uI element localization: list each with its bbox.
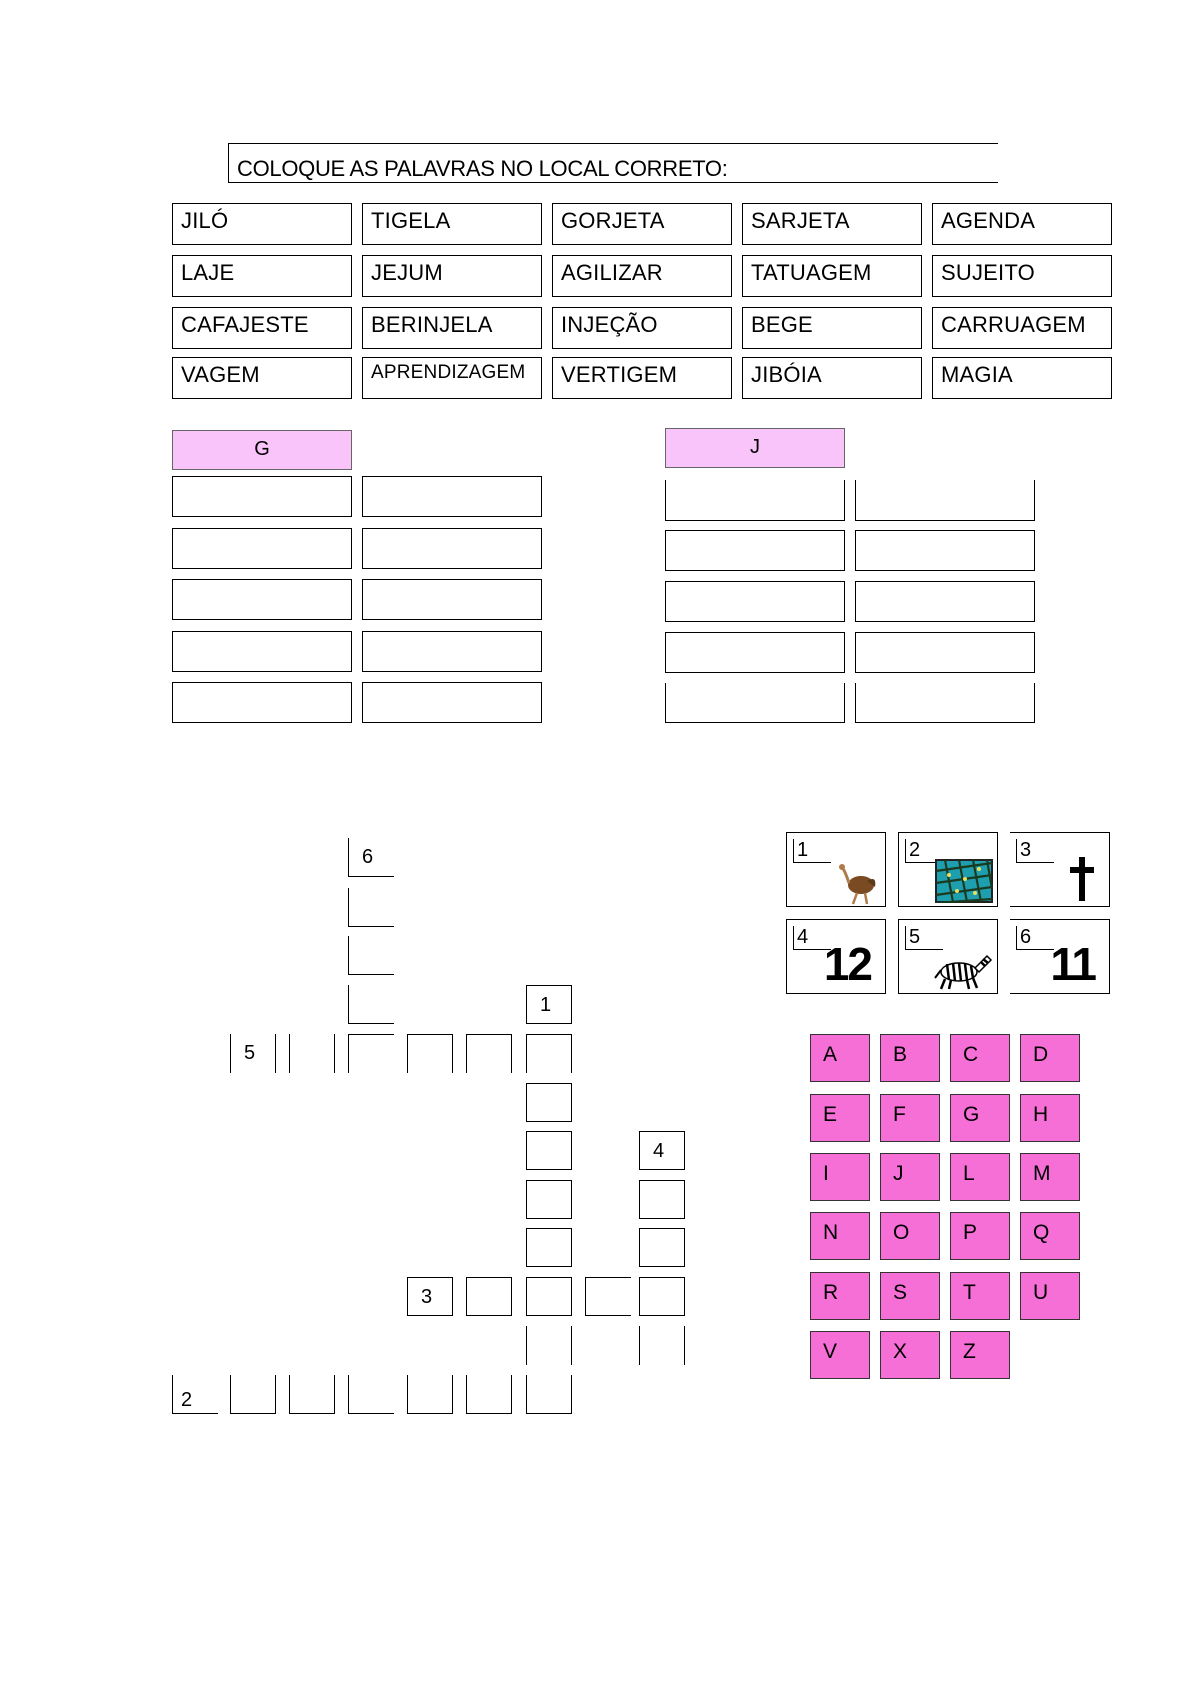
crossword-cell[interactable] xyxy=(526,1131,572,1170)
word-card[interactable]: INJEÇÃO xyxy=(552,307,732,349)
answer-slot[interactable] xyxy=(855,683,1035,723)
answer-slot[interactable] xyxy=(855,581,1035,622)
instruction-title: COLOQUE AS PALAVRAS NO LOCAL CORRETO: xyxy=(228,143,998,183)
letter-tile[interactable]: G xyxy=(950,1094,1010,1142)
crossword-cell[interactable] xyxy=(348,888,394,927)
crossword-cell[interactable] xyxy=(639,1326,685,1365)
answer-slot[interactable] xyxy=(855,480,1035,521)
answer-slot[interactable] xyxy=(362,476,542,517)
word-card[interactable]: GORJETA xyxy=(552,203,732,245)
clue-number: 6 xyxy=(362,846,374,868)
word-card[interactable]: TATUAGEM xyxy=(742,255,922,297)
crossword-cell[interactable] xyxy=(639,1228,685,1267)
crossword-cell[interactable] xyxy=(466,1375,512,1414)
clue-number-big: 11 xyxy=(1050,938,1095,990)
clue-tile-4 xyxy=(786,919,886,994)
crossword-cell[interactable] xyxy=(348,985,394,1024)
crossword-cell[interactable] xyxy=(639,1277,685,1316)
crossword-cell[interactable] xyxy=(407,1034,453,1073)
answer-slot[interactable] xyxy=(855,632,1035,673)
clue-tile-6 xyxy=(1010,919,1110,994)
wire-mesh-icon xyxy=(935,859,993,903)
g-column-header: G xyxy=(172,430,352,470)
letter-tile[interactable]: J xyxy=(880,1153,940,1201)
word-card[interactable]: VAGEM xyxy=(172,357,352,399)
letter-tile[interactable]: L xyxy=(950,1153,1010,1201)
word-card[interactable]: JILÓ xyxy=(172,203,352,245)
clue-number: 5 xyxy=(905,926,943,950)
crossword-cell[interactable] xyxy=(526,1277,572,1316)
crossword-cell[interactable] xyxy=(639,1180,685,1219)
clue-tile-5 xyxy=(898,919,998,994)
word-card[interactable]: VERTIGEM xyxy=(552,357,732,399)
word-card[interactable]: APRENDIZAGEM xyxy=(362,357,542,399)
answer-slot[interactable] xyxy=(855,530,1035,571)
crossword-cell[interactable] xyxy=(526,1180,572,1219)
crossword-cell[interactable] xyxy=(348,936,394,975)
clue-number: 5 xyxy=(244,1042,256,1064)
j-column-header: J xyxy=(665,428,845,468)
crossword-cell-numbered[interactable] xyxy=(526,985,572,1024)
clue-tile-3 xyxy=(1010,832,1110,907)
word-card[interactable]: JEJUM xyxy=(362,255,542,297)
clue-number: 6 xyxy=(1016,926,1054,950)
clue-tile-2 xyxy=(898,832,998,907)
letter-tile[interactable]: D xyxy=(1020,1034,1080,1082)
answer-slot[interactable] xyxy=(665,480,845,521)
letter-tile[interactable]: C xyxy=(950,1034,1010,1082)
answer-slot[interactable] xyxy=(172,579,352,620)
letter-tile[interactable]: E xyxy=(810,1094,870,1142)
answer-slot[interactable] xyxy=(172,528,352,569)
crossword-cell[interactable] xyxy=(526,1326,572,1365)
letter-tile[interactable]: R xyxy=(810,1272,870,1320)
letter-tile[interactable]: T xyxy=(950,1272,1010,1320)
letter-tile[interactable]: O xyxy=(880,1212,940,1260)
letter-tile[interactable]: F xyxy=(880,1094,940,1142)
crossword-cell[interactable] xyxy=(526,1375,572,1414)
crossword-cell[interactable] xyxy=(348,1034,394,1073)
letter-tile[interactable]: S xyxy=(880,1272,940,1320)
crossword-cell-numbered[interactable] xyxy=(348,838,394,877)
word-card[interactable]: JIBÓIA xyxy=(742,357,922,399)
clue-number: 2 xyxy=(905,839,943,863)
clue-number: 2 xyxy=(181,1389,193,1411)
word-card[interactable]: BEGE xyxy=(742,307,922,349)
letter-tile[interactable]: N xyxy=(810,1212,870,1260)
answer-slot[interactable] xyxy=(362,528,542,569)
crossword-cell[interactable] xyxy=(526,1083,572,1122)
word-card[interactable]: AGILIZAR xyxy=(552,255,732,297)
letter-tile[interactable]: X xyxy=(880,1331,940,1379)
letter-tile[interactable]: U xyxy=(1020,1272,1080,1320)
clue-number-big: 12 xyxy=(823,938,871,990)
word-card[interactable]: SUJEITO xyxy=(932,255,1112,297)
clue-number: 1 xyxy=(793,839,831,863)
answer-slot[interactable] xyxy=(362,682,542,723)
letter-tile[interactable]: H xyxy=(1020,1094,1080,1142)
crossword-cell[interactable] xyxy=(526,1228,572,1267)
crossword-cell[interactable] xyxy=(466,1034,512,1073)
crossword-cell-numbered[interactable] xyxy=(172,1375,218,1414)
crossword-cell[interactable] xyxy=(466,1277,512,1316)
letter-tile[interactable]: V xyxy=(810,1331,870,1379)
crossword-cell-numbered[interactable] xyxy=(639,1131,685,1170)
crossword-cell[interactable] xyxy=(526,1034,572,1073)
word-card[interactable]: MAGIA xyxy=(932,357,1112,399)
crossword-cell[interactable] xyxy=(348,1375,394,1414)
answer-slot[interactable] xyxy=(665,632,845,673)
answer-slot[interactable] xyxy=(665,683,845,723)
word-card[interactable]: TIGELA xyxy=(362,203,542,245)
word-card[interactable]: SARJETA xyxy=(742,203,922,245)
clue-number: 4 xyxy=(653,1140,665,1162)
word-card[interactable]: BERINJELA xyxy=(362,307,542,349)
crossword-cell[interactable] xyxy=(289,1034,335,1073)
answer-slot[interactable] xyxy=(362,631,542,672)
crossword-cell[interactable] xyxy=(407,1375,453,1414)
crossword-cell-numbered[interactable] xyxy=(407,1277,453,1316)
clue-number: 3 xyxy=(1016,839,1054,863)
answer-slot[interactable] xyxy=(362,579,542,620)
letter-tile[interactable]: A xyxy=(810,1034,870,1082)
ostrich-icon xyxy=(837,861,879,905)
clue-number: 3 xyxy=(421,1286,433,1308)
letter-tile[interactable]: Q xyxy=(1020,1212,1080,1260)
zebra-icon xyxy=(933,950,993,990)
answer-slot[interactable] xyxy=(172,682,352,723)
clue-tile-1 xyxy=(786,832,886,907)
word-card[interactable]: LAJE xyxy=(172,255,352,297)
letter-tile[interactable]: I xyxy=(810,1153,870,1201)
crossword-cell-numbered[interactable] xyxy=(230,1034,276,1073)
cross-icon xyxy=(1068,855,1096,903)
answer-slot[interactable] xyxy=(172,476,352,517)
letter-tile[interactable]: P xyxy=(950,1212,1010,1260)
clue-number: 1 xyxy=(540,994,552,1016)
crossword-cell[interactable] xyxy=(585,1277,631,1316)
answer-slot[interactable] xyxy=(665,581,845,622)
letter-tile[interactable]: M xyxy=(1020,1153,1080,1201)
crossword-cell[interactable] xyxy=(230,1375,276,1414)
word-card[interactable]: CAFAJESTE xyxy=(172,307,352,349)
answer-slot[interactable] xyxy=(172,631,352,672)
letter-tile[interactable]: Z xyxy=(950,1331,1010,1379)
word-card[interactable]: CARRUAGEM xyxy=(932,307,1112,349)
clue-number: 4 xyxy=(793,926,831,950)
letter-tile[interactable]: B xyxy=(880,1034,940,1082)
word-card[interactable]: AGENDA xyxy=(932,203,1112,245)
crossword-cell[interactable] xyxy=(289,1375,335,1414)
answer-slot[interactable] xyxy=(665,530,845,571)
